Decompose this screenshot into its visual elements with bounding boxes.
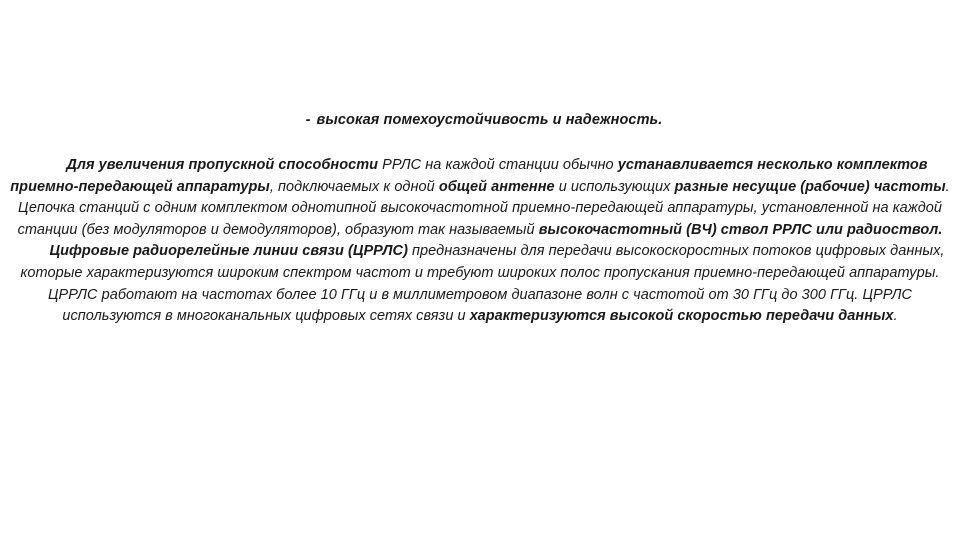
p1-emphasis-carriers: разные несущие (рабочие) частоты	[674, 178, 946, 195]
p1-emphasis-antenna: общей антенне	[438, 178, 555, 195]
p1-text-connected: , подключаемых к одной	[269, 178, 439, 195]
p2-emphasis-speed: характеризуются высокой скоростью передачи данных	[469, 308, 894, 325]
paragraph-capacity	[10, 155, 950, 241]
p1-emphasis-sets: устанавливается несколько комплектов приемно-передающей аппаратуры	[10, 157, 928, 195]
bullet-text: высокая помехоустойчивость и надежность.	[316, 112, 663, 128]
p2-emphasis-term: Цифровые радиорелейные линии связи (ЦРРЛС)	[49, 243, 408, 260]
p1-text-rrls: РРЛС	[382, 157, 422, 173]
p2-text-end: .	[893, 308, 898, 325]
p1-emphasis-trunk: высокочастотный (ВЧ) ствол РРЛС или радиоствол.	[538, 221, 943, 238]
p1-emphasis-intro: Для увеличения пропускной способности	[66, 157, 383, 173]
bullet-line	[0, 112, 960, 128]
body-text	[10, 155, 950, 328]
p1-text-chain: . Цепочка станций с одним комплектом однотипной высокочастотной приемно-передающей аппаратуры, установленной на каждой станции (без модуляторов и демодуляторов), образуют так называемый	[17, 178, 950, 238]
p2-text-body: предназначены для передачи высокоскоростных потоков цифровых данных, которые характеризуются широким спектром частот и требуют широких полос пропускания приемно-передающей аппаратуры. ЦРРЛС работают на частотах более 10 ГГц и в миллиметровом диапазоне волн с частотой от 30 ГГц до 300 ГГц. ЦРРЛС используются в многоканальных цифровых сетях связи и	[20, 243, 945, 325]
p1-text-station: на каждой станции обычно	[421, 157, 618, 173]
bullet-dash: -	[305, 112, 311, 128]
paragraph-digital	[10, 241, 950, 327]
p1-text-using: и использующих	[554, 178, 675, 195]
